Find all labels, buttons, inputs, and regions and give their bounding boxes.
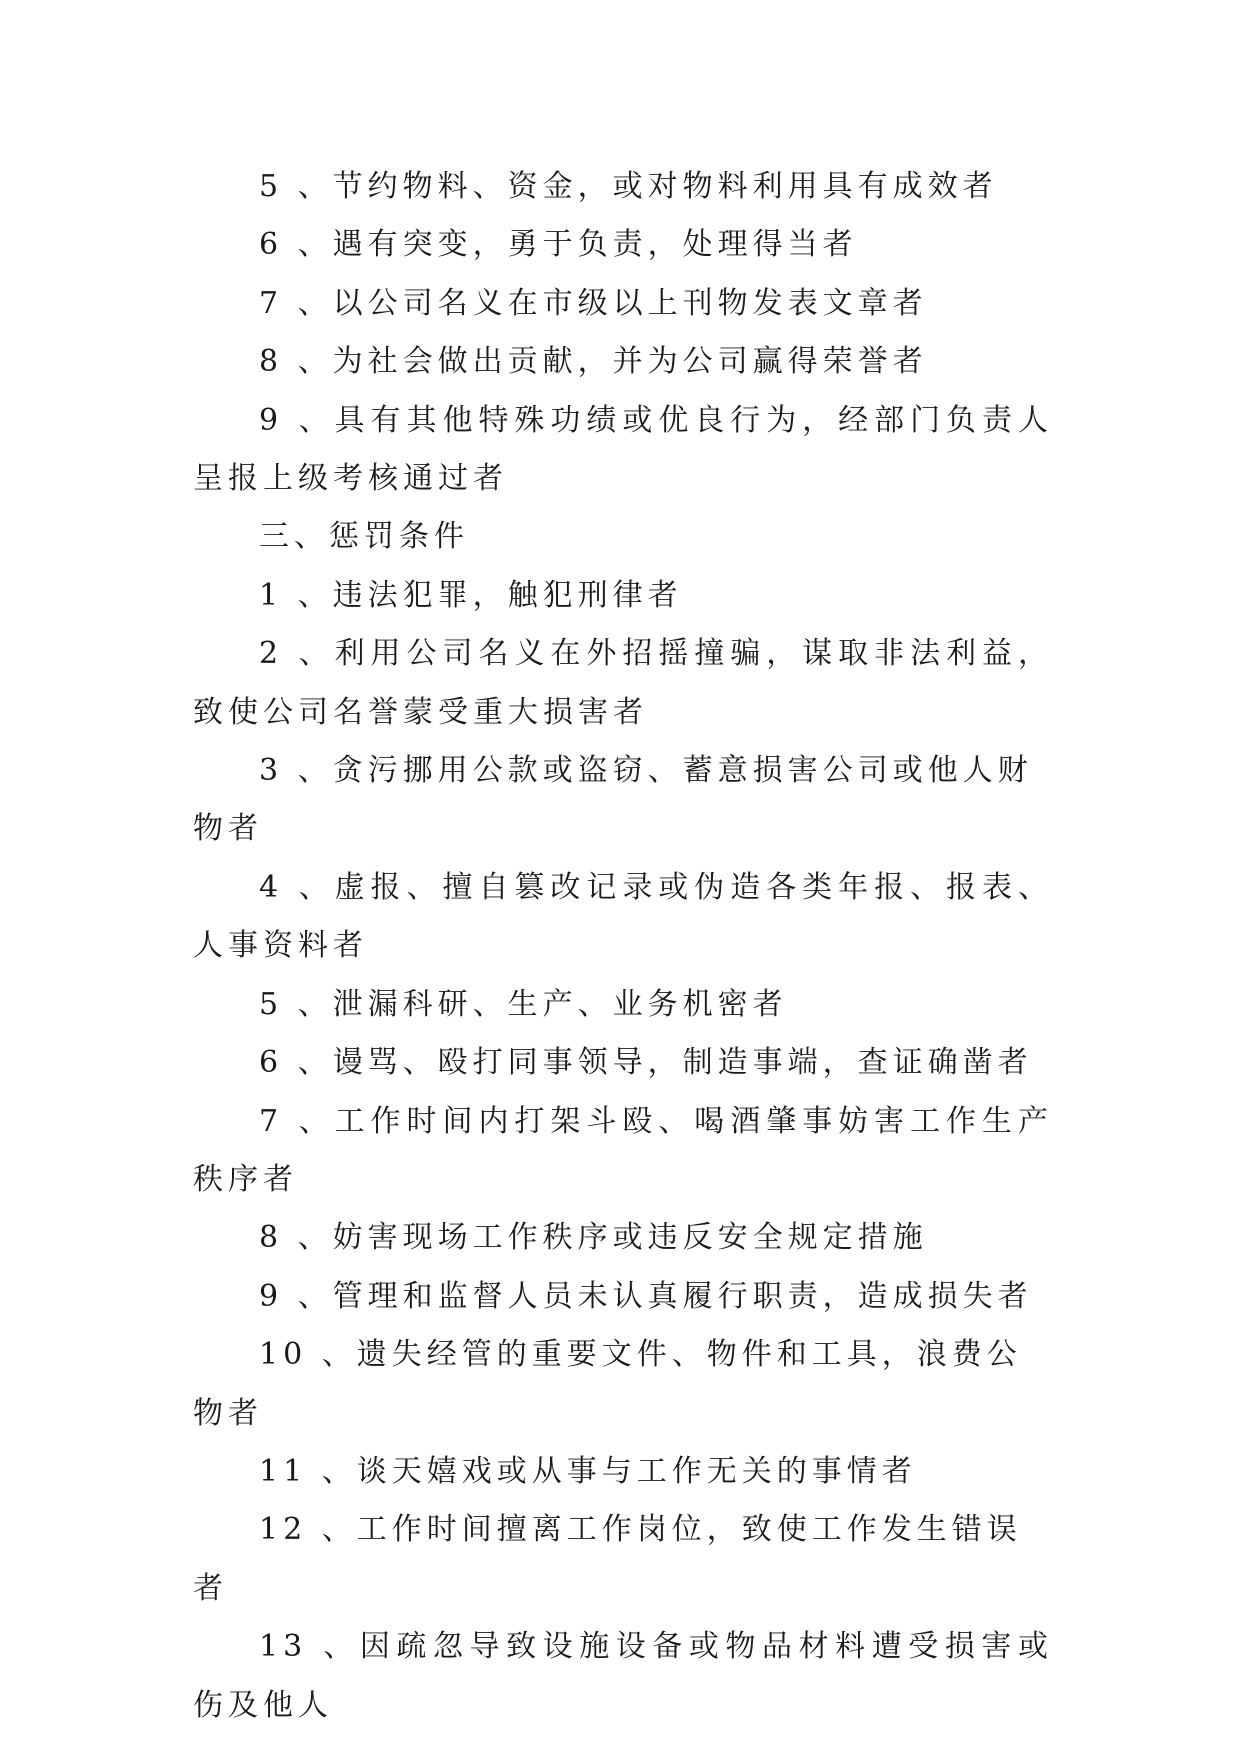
list-item-penalty-4: 4 、虚报、擅自篡改记录或伪造各类年报、报表、人事资料者 bbox=[193, 869, 1053, 964]
list-item-penalty-11: 11 、谈天嬉戏或从事与工作无关的事情者 bbox=[259, 1453, 917, 1489]
list-item-penalty-10: 10 、遗失经管的重要文件、物件和工具，浪费公物者 bbox=[193, 1337, 1022, 1431]
list-item-reward-5: 5 、节约物料、资金，或对物料利用具有成效者 bbox=[259, 169, 998, 204]
document-body bbox=[193, 158, 1053, 1735]
list-item-penalty-12: 12 、工作时间擅离工作岗位，致使工作发生错误者 bbox=[193, 1512, 1022, 1606]
list-item-reward-7: 7 、以公司名义在市级以上刊物发表文章者 bbox=[259, 285, 928, 321]
list-item-reward-8: 8 、为社会做出贡献，并为公司赢得荣誉者 bbox=[259, 344, 928, 380]
section-heading-penalty: 三、惩罚条件 bbox=[259, 519, 469, 555]
list-item-penalty-13: 13 、因疏忽导致设施设备或物品材料遭受损害或伤及他人 bbox=[193, 1629, 1053, 1723]
list-item-reward-9: 9 、具有其他特殊功绩或优良行为，经部门负责人呈报上级考核通过者 bbox=[193, 402, 1053, 497]
list-item-penalty-2: 2 、利用公司名义在外招摇撞骗，谋取非法利益，致使公司名誉蒙受重大损害者 bbox=[193, 636, 1053, 730]
list-item-penalty-5: 5 、泄漏科研、生产、业务机密者 bbox=[259, 986, 788, 1022]
list-item-penalty-7: 7 、工作时间内打架斗殴、喝酒肇事妨害工作生产秩序者 bbox=[193, 1103, 1053, 1197]
list-item-penalty-1: 1 、违法犯罪，触犯刑律者 bbox=[259, 577, 683, 613]
list-item-penalty-9: 9 、管理和监督人员未认真履行职责，造成损失者 bbox=[259, 1278, 1033, 1314]
list-item-penalty-8: 8 、妨害现场工作秩序或违反安全规定措施 bbox=[259, 1220, 928, 1256]
list-item-reward-6: 6 、遇有突变，勇于负责，处理得当者 bbox=[259, 227, 858, 263]
list-item-penalty-3: 3 、贪污挪用公款或盗窃、蓄意损害公司或他人财物者 bbox=[193, 753, 1033, 847]
list-item-penalty-6: 6 、谩骂、殴打同事领导，制造事端，查证确凿者 bbox=[259, 1045, 1033, 1081]
